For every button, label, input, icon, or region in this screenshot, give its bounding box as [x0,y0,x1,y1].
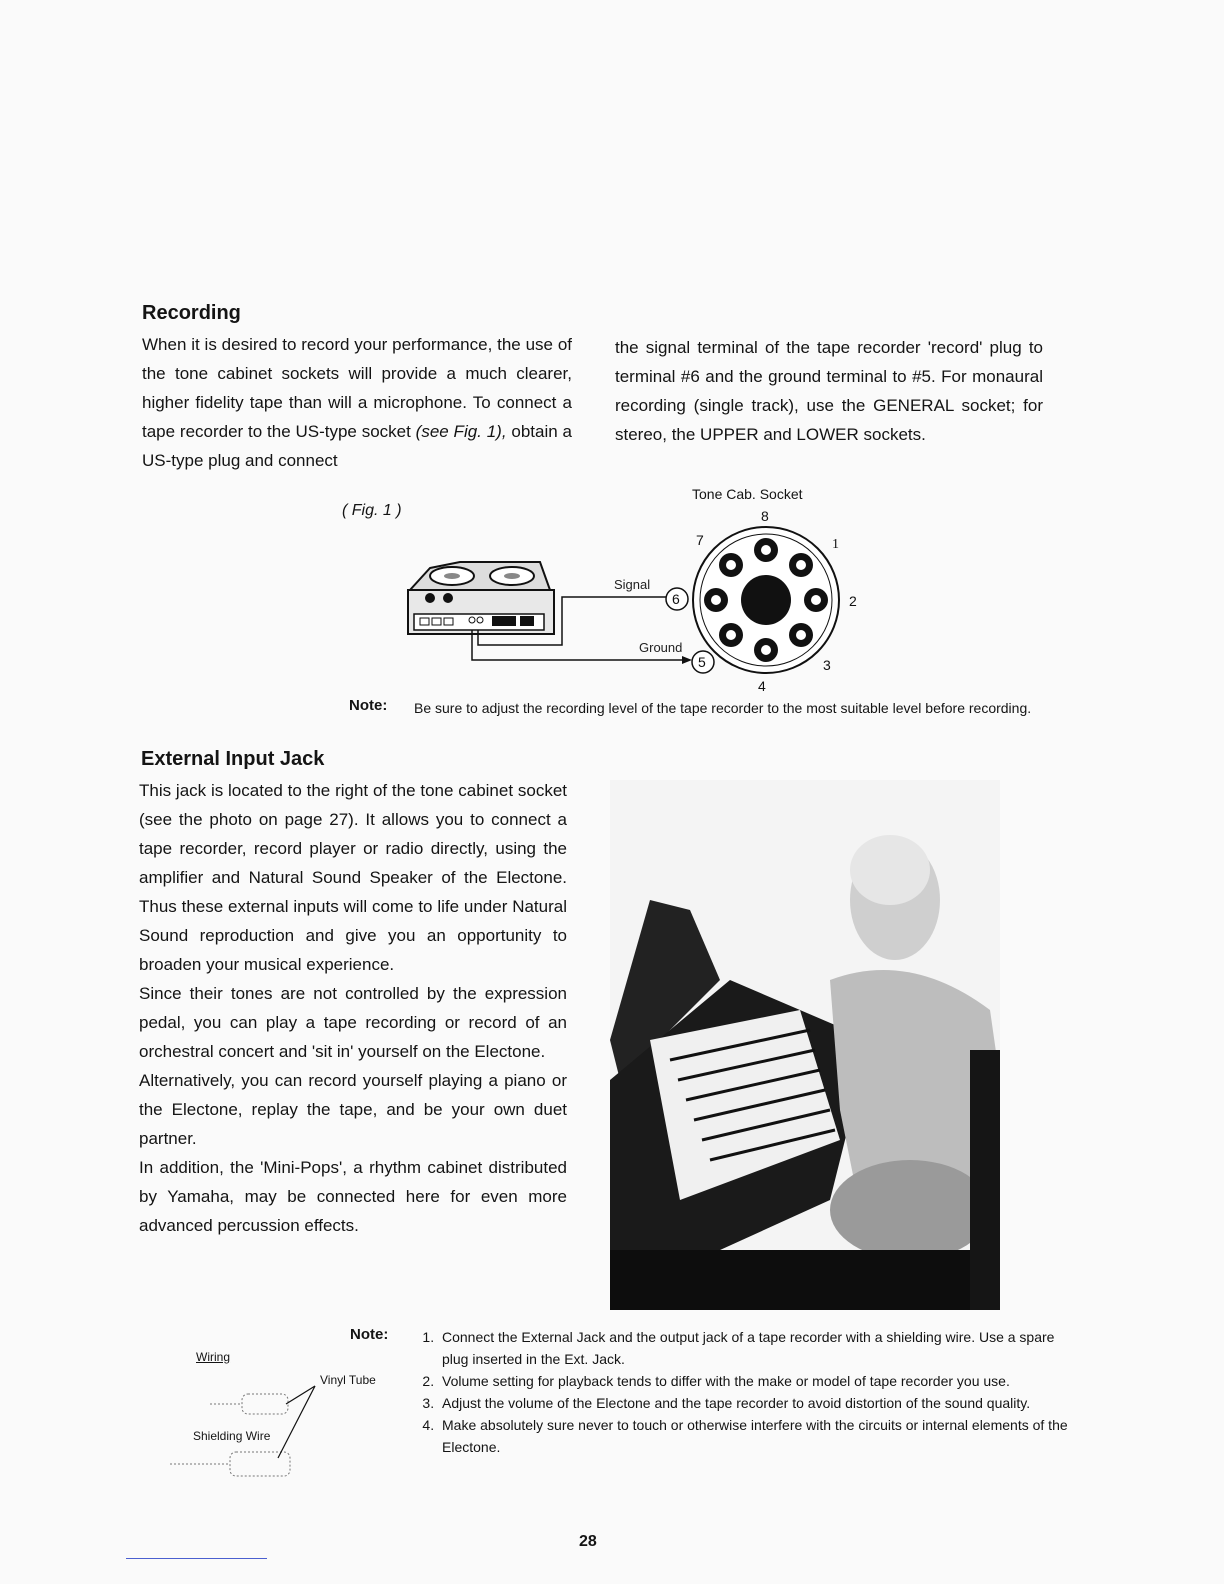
note-text-1: Be sure to adjust the recording level of the tape recorder to the most suitable level before recording. [414,700,1032,716]
note-item-4: 4. Make absolutely sure never to touch or otherwise interfere with the circuits or internal elements of the Electone. [438,1414,1083,1458]
organ-player-photo [610,780,1000,1310]
ground-label: Ground [639,640,683,655]
footnote-rule [126,1558,267,1559]
recording-left-text-2: obtain a US-type plug and connect [142,422,572,470]
shielding-wire-label: Shielding Wire [193,1429,271,1443]
note-label-1: Note: [349,697,388,714]
pin-4-label: 4 [758,678,766,694]
tone-cab-socket-icon [666,527,839,673]
recording-left-text-1: When it is desired to record your performance, the use of the tone cabinet sockets will provide a much clearer, higher fidelity tape than will a microphone. To connect a tape recorder to the US-type socket [142,335,572,441]
ground-arrow [682,656,692,664]
recording-heading: Recording [142,302,241,324]
pin-6-label: 6 [672,591,680,607]
recording-fig-ref: (see Fig. 1), [415,422,507,441]
external-paragraph-4: In addition, the 'Mini-Pops', a rhythm cabinet distributed by Yamaha, may be connected here for even more advanced percussion effects. [139,1158,567,1235]
external-paragraph-1: This jack is located to the right of the tone cabinet socket (see the photo on page 27). It allows you to connect a tape recorder, record player or radio directly, using the amplifier and Natural Sound Speaker of the Electone. Thus these external inputs will come to life under Natural Sound reproduction and give you an opportunity to broaden your musical experience. [139,781,567,974]
wiring-diagram [150,1380,330,1490]
recording-left-text [142,330,572,475]
note-list [410,1326,1083,1458]
external-paragraph-3: Alternatively, you can record yourself playing a piano or the Electone, replay the tape, and be your own duet partner. [139,1071,567,1148]
external-paragraph-2: Since their tones are not controlled by the expression pedal, you can play a tape recording or record of an orchestral concert and 'sit in' yourself on the Electone. [139,984,567,1061]
pin-3-label: 3 [823,657,831,673]
recording-diagram [400,500,880,700]
pin-5-label: 5 [698,654,706,670]
external-heading: External Input Jack [141,748,325,770]
note-item-3: 3. Adjust the volume of the Electone and the tape recorder to avoid distortion of the sound quality. [438,1392,1083,1414]
figure-caption: ( Fig. 1 ) [342,502,402,519]
pin-7-label: 7 [696,532,704,548]
external-body [139,776,567,1240]
pin-1-label: 1 [832,537,839,552]
tape-recorder-icon [408,562,554,634]
signal-label: Signal [614,577,651,592]
socket-title: Tone Cab. Socket [692,486,803,502]
wiring-title: Wiring [196,1350,231,1364]
note-item-2: 2. Volume setting for playback tends to differ with the make or model of tape recorder you use. [438,1370,1083,1392]
pin-2-label: 2 [849,593,857,609]
page-number: 28 [579,1533,597,1550]
note-item-1: 1. Connect the External Jack and the output jack of a tape recorder with a shielding wire. Use a spare plug inserted in the Ext. Jack. [438,1326,1083,1370]
pin-8-label: 8 [761,508,769,524]
recording-right-text: the signal terminal of the tape recorder 'record' plug to terminal #6 and the ground terminal to #5. For monaural recording (single track), use the GENERAL socket; for stereo, the UPPER and LOWER sockets. [615,338,1043,444]
vinyl-tube-label: Vinyl Tube [320,1373,376,1387]
note-label-2: Note: [350,1326,389,1343]
